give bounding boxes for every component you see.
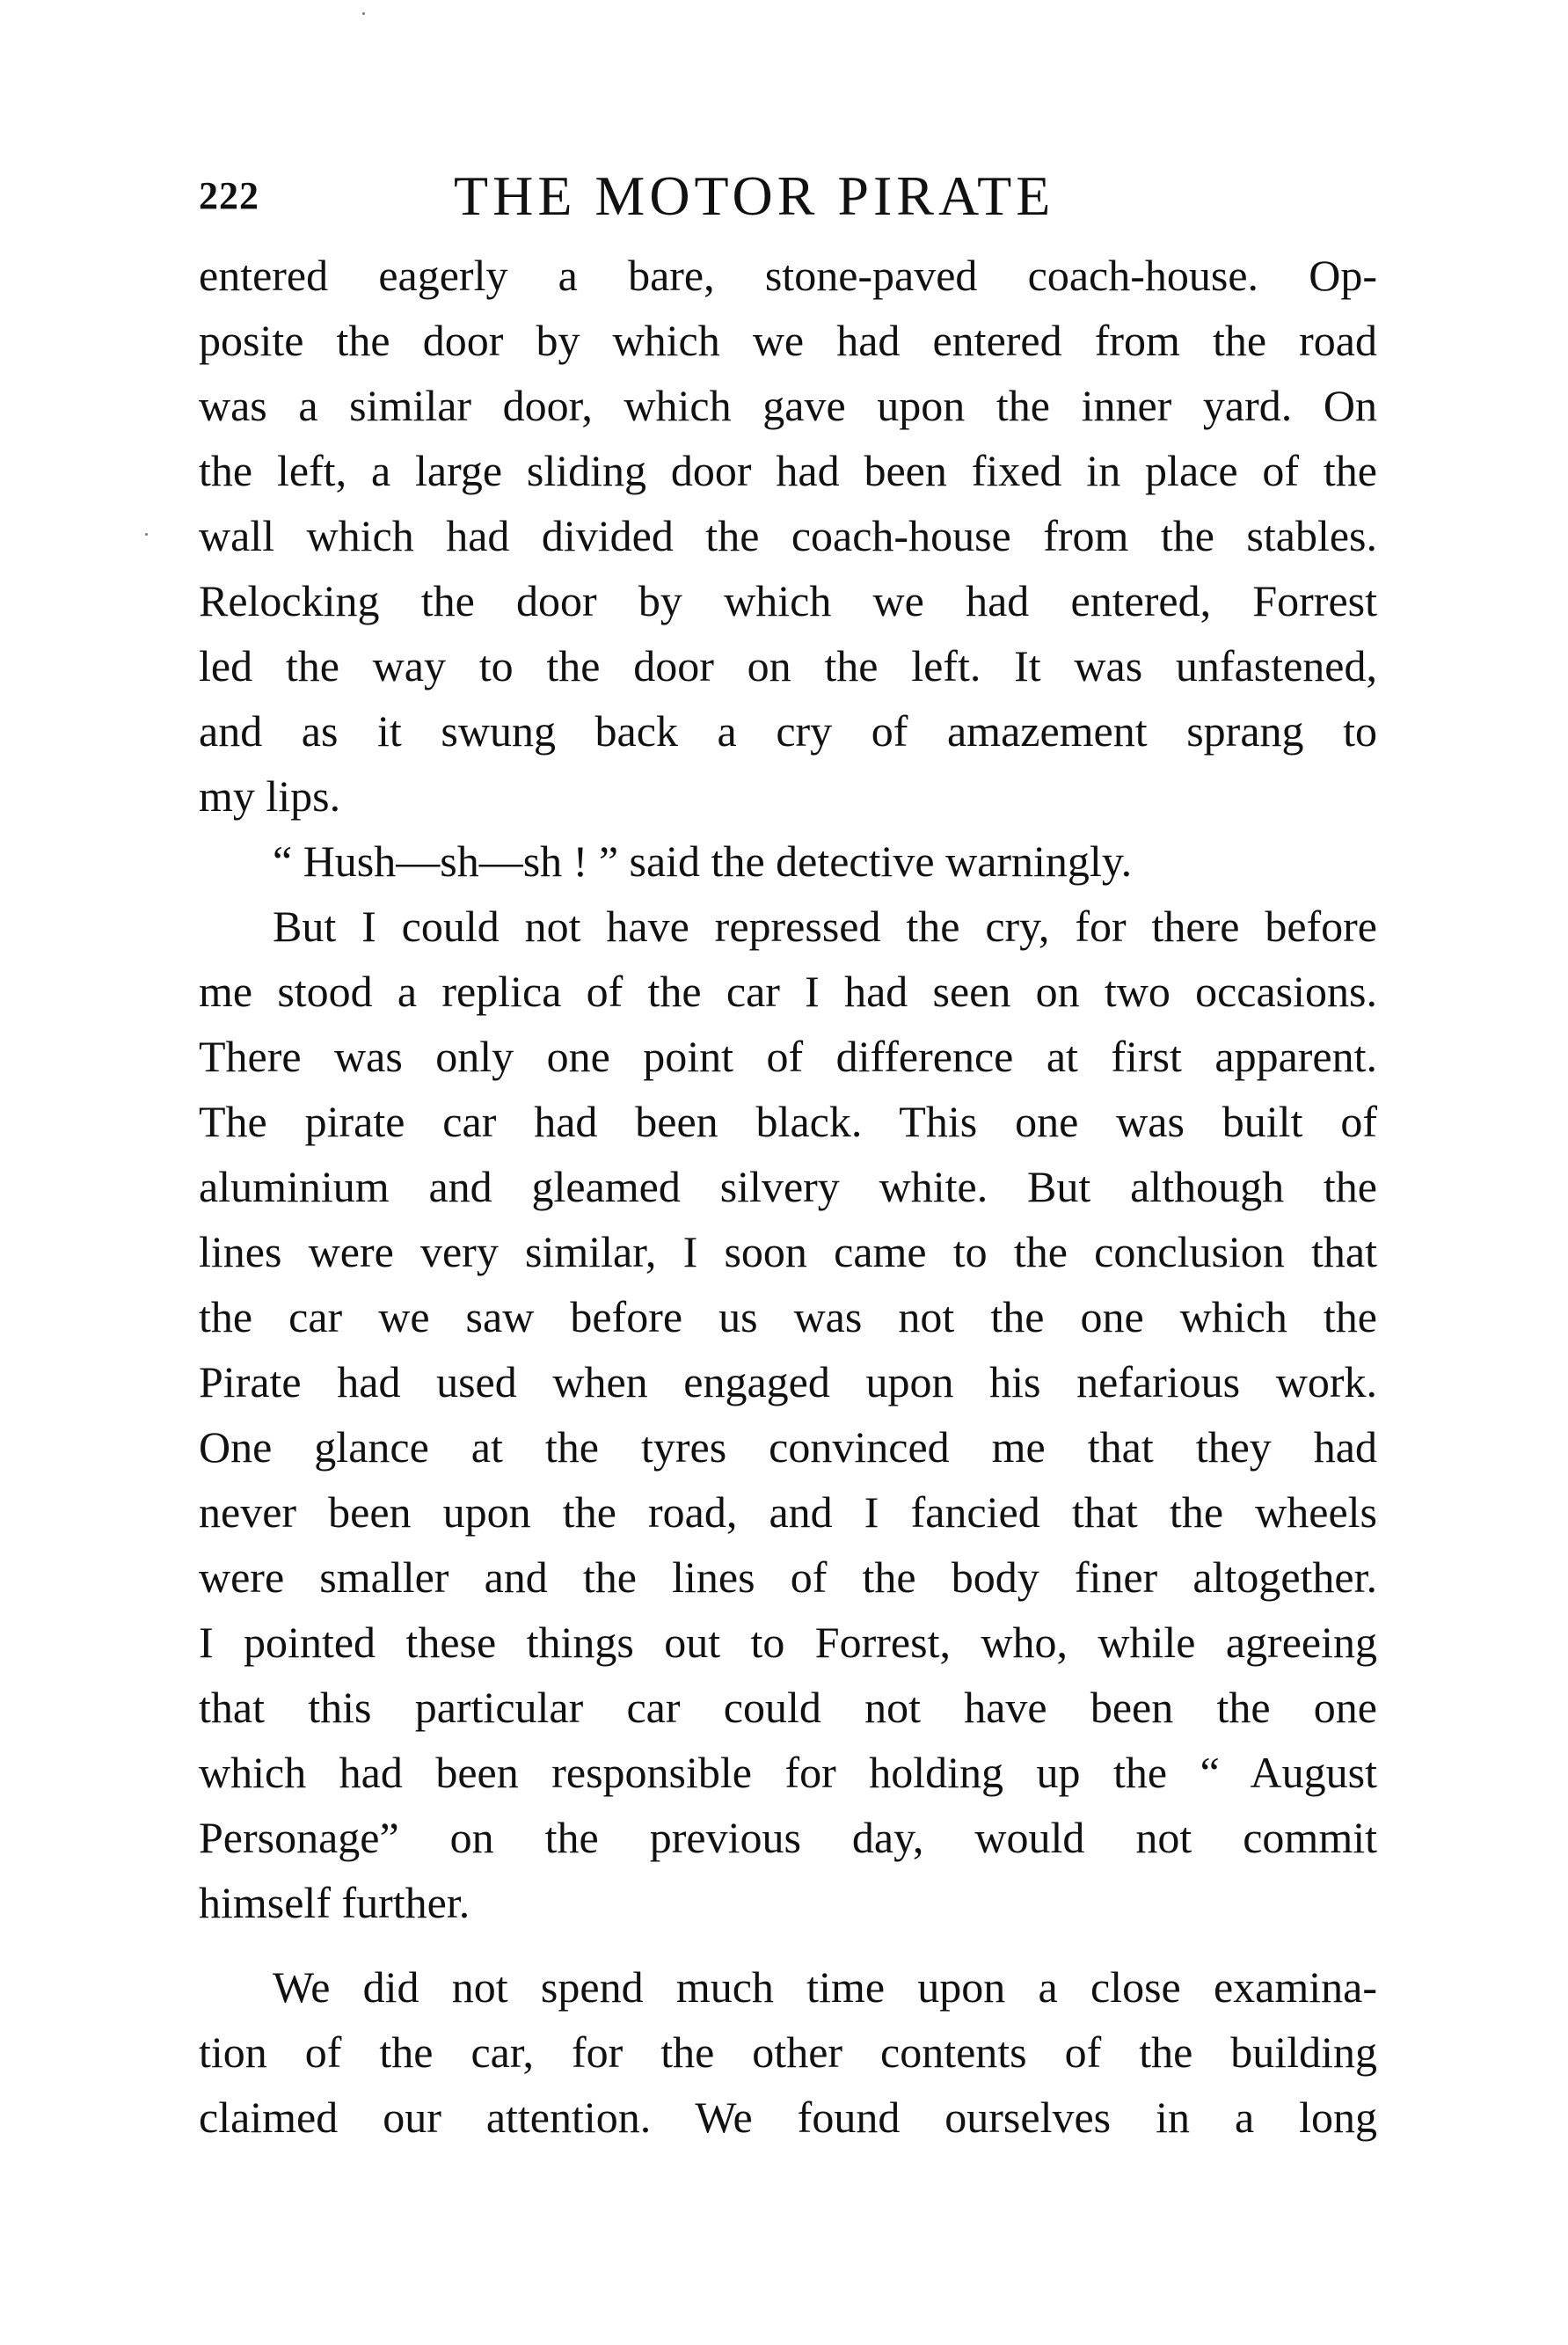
text-line: posite the door by which we had entered from the road [199,316,1377,365]
text-line: tion of the car, for the other contents of the building [199,2027,1377,2077]
text-line: “ Hush—sh—sh ! ” said the detective warningly. [273,836,1133,886]
text-line: There was only one point of difference at first apparent. [199,1032,1377,1081]
text-line: that this particular car could not have been the one [199,1683,1377,1732]
text-line: me stood a replica of the car I had seen on two occasions. [199,967,1377,1016]
page-header [199,165,1377,227]
paper-speck [145,533,148,536]
text-line: aluminium and gleamed silvery white. But although the [199,1162,1377,1211]
text-line: But I could not have repressed the cry, for there before [273,902,1377,951]
text-line: Pirate had used when engaged upon his nefarious work. [199,1357,1377,1406]
body-text [199,243,1377,2150]
text-line: entered eagerly a bare, stone-paved coach-house. Op- [199,251,1377,300]
text-line: lines were very similar, I soon came to the conclusion that [199,1227,1377,1276]
text-line: the car we saw before us was not the one which the [199,1292,1377,1341]
paragraph-gap [199,1935,1377,1954]
text-line: The pirate car had been black. This one was built of [199,1097,1377,1146]
paper-speck [362,12,365,15]
text-line: and as it swung back a cry of amazement sprang to [199,706,1377,756]
page-number: 222 [199,174,259,217]
text-line: was a similar door, which gave upon the inner yard. On [199,381,1377,430]
text-line: Relocking the door by which we had entered, Forrest [199,576,1377,625]
text-line: my lips. [199,771,341,821]
text-line: We did not spend much time upon a close examina- [273,1962,1377,2012]
running-title: THE MOTOR PIRATE [454,164,1055,227]
text-line: I pointed these things out to Forrest, who, while agreeing [199,1618,1377,1667]
text-line: wall which had divided the coach-house from the stables. [199,511,1377,560]
text-line: led the way to the door on the left. It was unfastened, [199,641,1377,690]
text-line: never been upon the road, and I fancied that the wheels [199,1487,1377,1537]
text-line: Personage” on the previous day, would not commit [199,1813,1377,1862]
text-line: claimed our attention. We found ourselves in a long [199,2093,1377,2142]
text-line: the left, a large sliding door had been fixed in place of the [199,446,1377,495]
text-line: which had been responsible for holding up the “ August [199,1748,1377,1797]
text-line: were smaller and the lines of the body finer altogether. [199,1552,1377,1602]
text-line: One glance at the tyres convinced me that they had [199,1422,1377,1472]
text-line: himself further. [199,1878,470,1927]
